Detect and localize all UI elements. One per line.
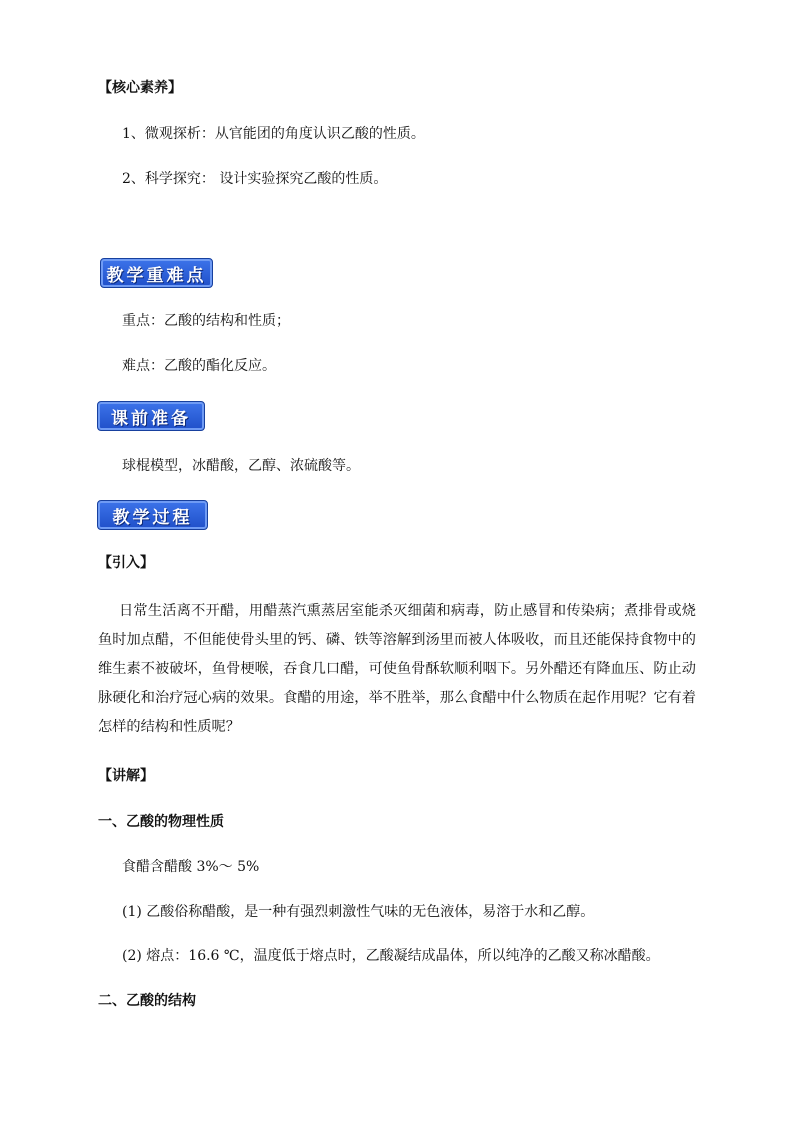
process-badge: 教学过程: [97, 500, 208, 530]
vinegar-content-text: 食醋含醋酸 3%～ 5%: [122, 859, 260, 875]
intro-heading: 【引入】: [98, 555, 154, 571]
core-literacy-item-1: 1、微观探析：从官能团的角度认识乙酸的性质。: [122, 126, 425, 142]
preparation-text: 球棍模型，冰醋酸，乙醇、浓硫酸等。: [122, 458, 360, 474]
core-literacy-heading: 【核心素养】: [98, 80, 182, 96]
difficulty-text: 难点：乙酸的酯化反应。: [122, 358, 276, 374]
key-points-badge: 教学重难点: [100, 258, 213, 288]
lecture-heading: 【讲解】: [98, 768, 154, 784]
section1-title: 一、乙酸的物理性质: [98, 814, 224, 830]
section2-title: 二、乙酸的结构: [98, 993, 196, 1009]
property-2-text: (2) 熔点：16.6 ℃，温度低于熔点时，乙酸凝结成晶体，所以纯净的乙酸又称冰醋酸。: [122, 948, 660, 964]
core-literacy-item-2: 2、科学探究： 设计实验探究乙酸的性质。: [122, 171, 388, 187]
property-1-text: (1) 乙酸俗称醋酸，是一种有强烈刺激性气味的无色液体，易溶于水和乙醇。: [122, 904, 595, 920]
intro-paragraph: 日常生活离不开醋，用醋蒸汽熏蒸居室能杀灭细菌和病毒，防止感冒和传染病；煮排骨或烧鱼时加点醋，不但能使骨头里的钙、磷、铁等溶解到汤里而被人体吸收，而且还能保持食物中的维生素不被破坏，鱼骨梗喉，吞食几口醋，可使鱼骨酥软顺利咽下。另外醋还有降血压、防止动脉硬化和治疗冠心病的效果。食醋的用途，举不胜举，那么食醋中什么物质在起作用呢？它有着怎样的结构和性质呢？: [98, 603, 696, 735]
focus-text: 重点：乙酸的结构和性质；: [122, 313, 290, 329]
preparation-badge: 课前准备: [97, 401, 205, 431]
